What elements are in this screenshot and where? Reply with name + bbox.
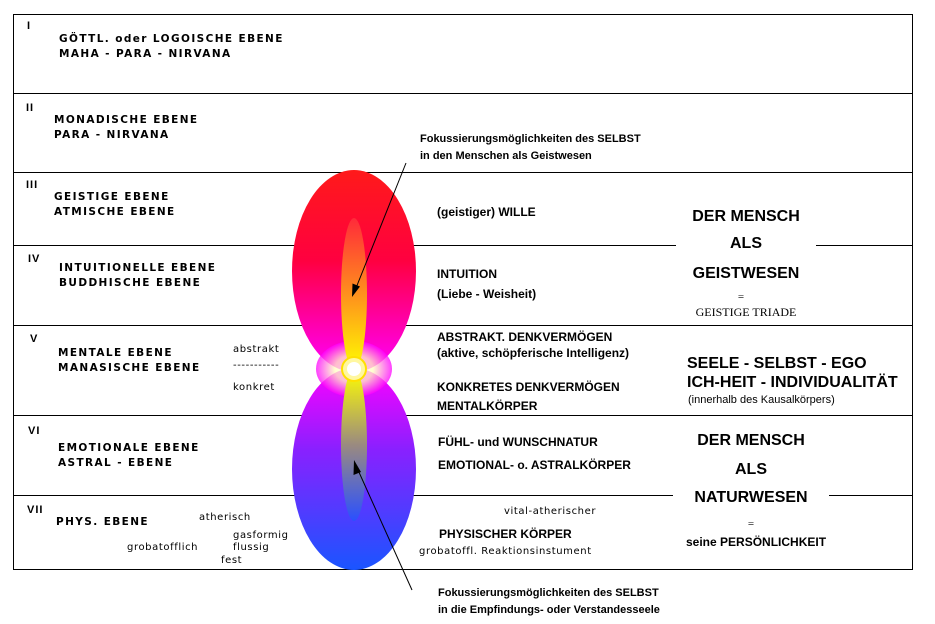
focus-note-top-line2: in den Menschen als Geistwesen [420,150,592,162]
spirit-triad: GEISTIGE TRIADE [695,305,797,319]
plane-name-line2: MAHA - PARA - NIRVANA [59,48,232,60]
plane-name-line1: MONADISCHE EBENE [54,114,199,126]
plane-name-line2: ATMISCHE EBENE [54,206,176,218]
plane-name-line2: BUDDHISCHE EBENE [59,277,202,289]
plane-name-4 [59,261,216,291]
faculty-intuition-sub: (Liebe - Weisheit) [437,287,537,301]
faculty-reaction: grobatoffl. Reaktionsinstument [419,546,592,557]
plane-name-line1: EMOTIONALE EBENE [58,442,200,454]
physical-coarse-label: grobatofflich [127,542,199,553]
spirit-line2: ALS [730,235,762,252]
plane-name-6 [58,441,200,471]
plane-numeral-4: IV [28,253,41,265]
faculty-physical-body: PHYSISCHER KÖRPER [439,527,572,541]
plane-name-1 [59,32,284,62]
lower-core [341,369,367,521]
mental-dashes: ----------- [233,360,280,371]
plane-numeral-1: I [27,20,32,32]
faculty-will: (geistiger) WILLE [437,205,536,219]
nature-line3: NATURWESEN [694,489,808,506]
physical-solid-label: fest [221,555,243,566]
plane-name-line2: PARA - NIRVANA [54,129,170,141]
plane-numeral-2: II [26,102,35,114]
physical-liquid-label: flussig [233,542,270,553]
focus-note-top [420,131,641,165]
faculty-abstract-sub: (aktive, schöpferische Intelligenz) [437,346,630,360]
plane-numeral-6: VI [28,425,41,437]
plane-name-line1: INTUITIONELLE EBENE [59,262,217,274]
plane-name-line1: MENTALE EBENE [58,347,173,359]
spirit-line1: DER MENSCH [692,208,800,225]
mental-abstract-label: abstrakt [233,344,280,355]
mental-concrete-label: konkret [233,382,275,393]
faculty-mental-body: MENTALKÖRPER [437,399,538,413]
plane-numeral-5: V [30,333,39,345]
focus-note-top-line1: Fokussierungsmöglichkeiten des SELBST [420,133,641,145]
plane-name-line2: ASTRAL - EBENE [58,457,174,469]
faculty-feeling: FÜHL- und WUNSCHNATUR [438,435,598,449]
soul-line3: (innerhalb des Kausalkörpers) [688,394,835,406]
plane-numeral-3: III [26,179,39,191]
plane-name-line1: GÖTTL. oder LOGOISCHE EBENE [59,33,284,45]
soul-line1: SEELE - SELBST - EGO [687,355,867,372]
nature-line2: ALS [735,461,767,478]
spirit-equals: = [737,291,745,303]
plane-name-7 [56,515,149,530]
plane-numeral-7: VII [27,504,44,516]
focus-note-bottom-line2: in die Empfindungs- oder Verstandesseele [438,604,660,616]
nature-equals: = [747,518,755,530]
faculty-intuition: INTUITION [437,267,497,281]
focus-note-bottom [438,585,660,619]
plane-name-line1: PHYS. EBENE [56,516,150,528]
plane-name-line1: GEISTIGE EBENE [54,191,170,203]
nature-personality: seine PERSÖNLICHKEIT [686,535,827,549]
faculty-concrete: KONKRETES DENKVERMÖGEN [437,380,620,394]
soul-line2: ICH-HEIT - INDIVIDUALITÄT [687,374,898,391]
physical-etheric-label: atherisch [199,512,251,523]
physical-gaseous-label: gasformig [233,530,289,541]
spirit-line3: GEISTWESEN [692,265,800,282]
plane-name-3 [54,190,176,220]
plane-name-2 [54,113,199,143]
faculty-abstract: ABSTRAKT. DENKVERMÖGEN [437,330,613,344]
faculty-vital: vital-atherischer [504,506,597,517]
faculty-astral-body: EMOTIONAL- o. ASTRALKÖRPER [438,458,631,472]
focus-note-bottom-line1: Fokussierungsmöglichkeiten des SELBST [438,587,659,599]
plane-name-5 [58,346,201,376]
nature-line1: DER MENSCH [697,432,805,449]
plane-name-line2: MANASISCHE EBENE [58,362,201,374]
